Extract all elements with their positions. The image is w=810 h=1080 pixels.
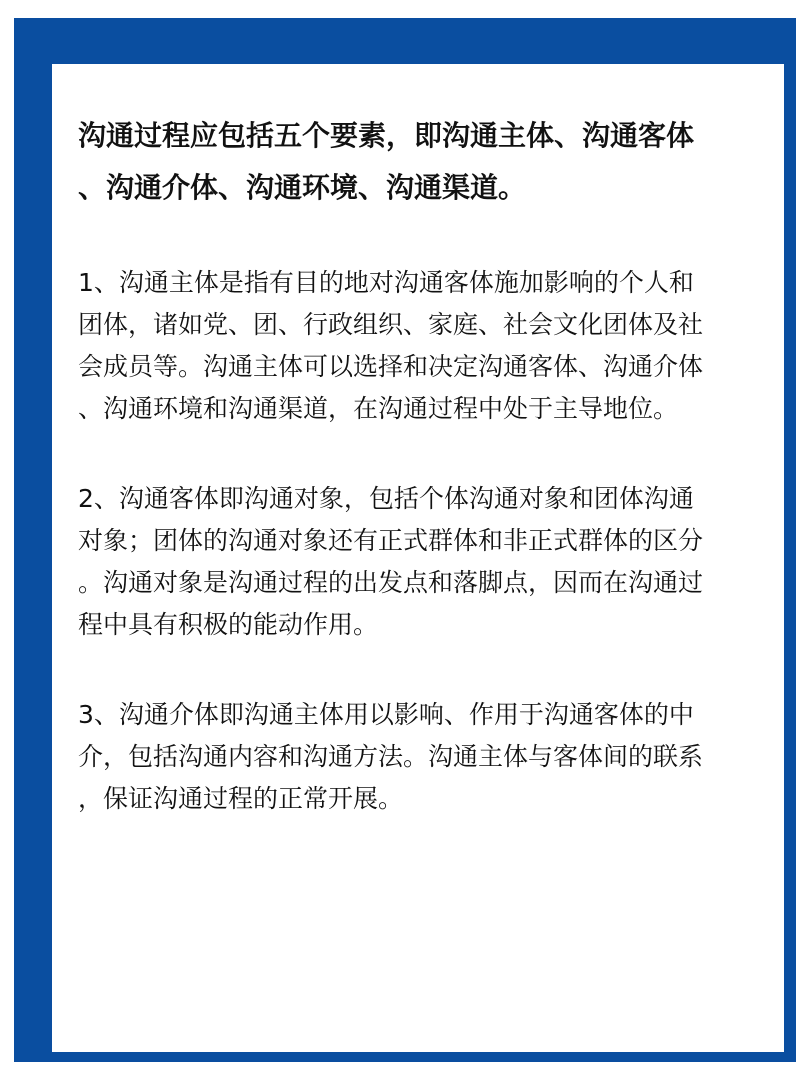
- paragraph-line: 对象；团体的沟通对象还有正式群体和非正式群体的区分: [78, 526, 704, 555]
- paragraph-2: [78, 478, 762, 646]
- paragraph-line: ，保证沟通过程的正常开展。: [78, 784, 404, 813]
- paragraph-line: 、沟通环境和沟通渠道，在沟通过程中处于主导地位。: [78, 394, 679, 423]
- paragraph-line: 2、沟通客体即沟通对象，包括个体沟通对象和团体沟通: [78, 484, 694, 513]
- blue-border-frame: [14, 18, 796, 1062]
- content-card: [52, 64, 784, 1052]
- paragraph-line: 1、沟通主体是指有目的地对沟通客体施加影响的个人和: [78, 268, 694, 297]
- paragraph-line: 团体，诸如党、团、行政组织、家庭、社会文化团体及社: [78, 310, 704, 339]
- document-content: [78, 110, 762, 820]
- paragraph-line: 程中具有积极的能动作用。: [78, 610, 379, 639]
- paragraph-3: [78, 694, 762, 820]
- paragraph-line: 3、沟通介体即沟通主体用以影响、作用于沟通客体的中: [78, 700, 694, 729]
- paragraph-line: 会成员等。沟通主体可以选择和决定沟通客体、沟通介体: [78, 352, 704, 381]
- title-line: 、沟通介体、沟通环境、沟通渠道。: [78, 171, 527, 204]
- title-line: 沟通过程应包括五个要素，即沟通主体、沟通客体: [78, 119, 695, 152]
- paragraph-line: 。沟通对象是沟通过程的出发点和落脚点，因而在沟通过: [78, 568, 704, 597]
- paragraph-line: 介，包括沟通内容和沟通方法。沟通主体与客体间的联系: [78, 742, 704, 771]
- paragraph-1: [78, 262, 762, 430]
- document-title: [78, 110, 762, 214]
